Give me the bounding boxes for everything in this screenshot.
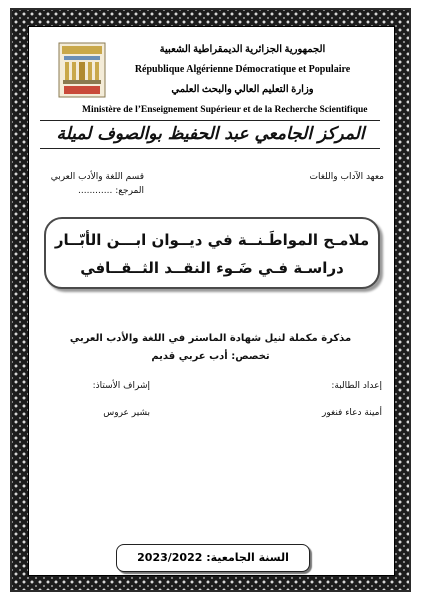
student-name: أمينة دعاء فنغور — [321, 408, 382, 418]
academic-year-box — [116, 544, 310, 572]
ministry-arabic: وزارة التعليم العالي والبحث العلمي — [171, 84, 314, 95]
reference-label: المرجع: ............ — [78, 186, 144, 196]
memo-purpose: مذكرة مكملة لنيل شهادة الماستر في اللغة والأدب العربي — [69, 333, 352, 344]
department-label: قسم اللغة والأدب العربي — [50, 172, 144, 182]
institution-name: المركز الجامعي عبد الحفيظ بوالصوف لميلة — [56, 124, 365, 144]
republic-arabic: الجمهورية الجزائرية الديمقراطية الشعبية — [159, 44, 326, 55]
ministry-french: Ministère de l’Enseignement Supérieur et de la Recherche Scientifique — [82, 105, 368, 115]
thesis-title-line2: دراسـة فـي ضَـوء النقــد الثــقــافي — [80, 259, 344, 277]
supervisor-label: إشراف الأستاذ: — [92, 381, 150, 391]
thesis-title-line1: ملامـح المواطَـنــة في ديــوان ابـــن الأبّــار — [54, 231, 370, 249]
memo-specialty: تخصص: أدب عربي قديم — [151, 351, 270, 362]
academic-year-text: السنة الجامعية: 2023/2022 — [137, 551, 289, 564]
republic-french: République Algérienne Démocratique et Populaire — [134, 64, 351, 75]
institute-label: معهد الآداب واللغات — [309, 172, 384, 182]
divider-top — [40, 120, 380, 121]
supervisor-name: بشير عروس — [103, 408, 150, 418]
divider-bottom — [40, 148, 380, 149]
student-label: إعداد الطالبة: — [331, 381, 382, 391]
thesis-title-box — [44, 217, 380, 289]
